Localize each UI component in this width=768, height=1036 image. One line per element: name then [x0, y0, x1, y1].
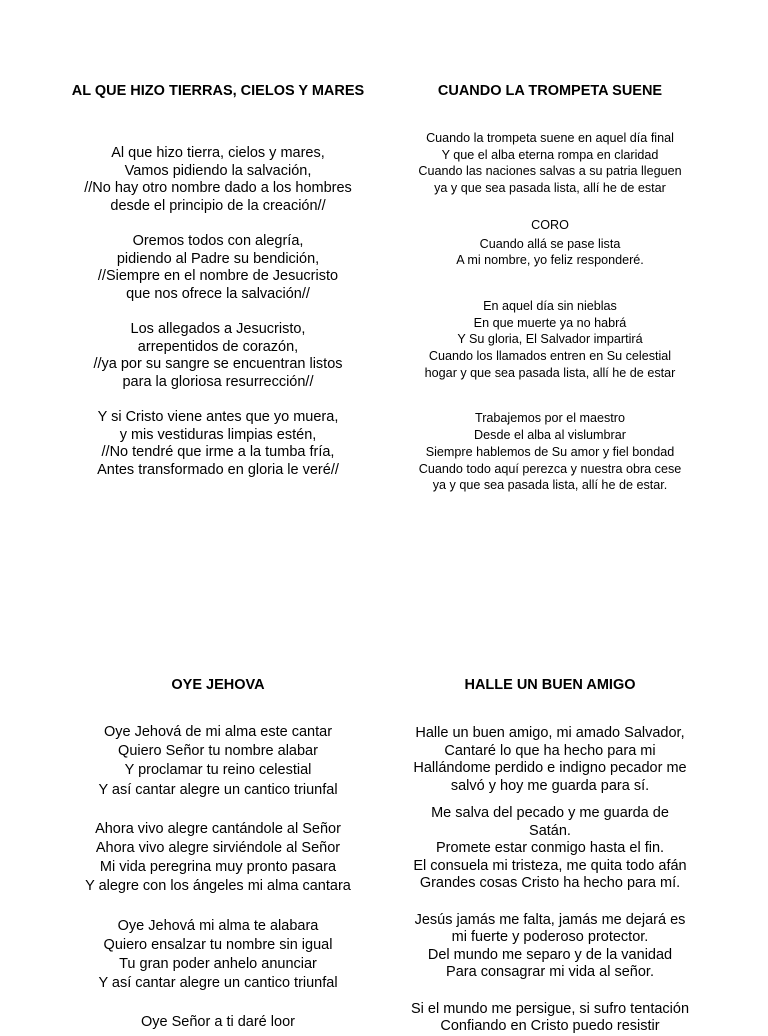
lyric-line: El consuela mi tristeza, me quita todo afán	[413, 857, 687, 874]
stanza-1	[70, 145, 366, 215]
lyric-line: En que muerte ya no habrá	[473, 315, 627, 330]
lyric-line: hogar y que sea pasada lista, allí he de estar	[424, 365, 676, 380]
lyric-line: Ahora vivo alegre cantándole al Señor	[95, 820, 341, 837]
lyric-line: Antes transformado en gloria le veré//	[97, 461, 339, 478]
lyric-line: y mis vestiduras limpias estén,	[119, 426, 317, 443]
lyric-line: Hallándome perdido e indigno pecador me	[413, 760, 687, 776]
lyric-line: Cuando la trompeta suene en aquel día final	[426, 131, 674, 145]
lyric-line: desde el principio de la creación//	[110, 197, 326, 214]
lyric-line: que nos ofrece la salvación//	[126, 285, 310, 302]
lyric-line: //No tendré que irme a la tumba fría,	[101, 444, 335, 460]
stanza-2	[398, 298, 702, 382]
lyric-line: Vamos pidiendo la salvación,	[124, 162, 312, 179]
stanza-3	[70, 321, 366, 391]
lyric-line: ya y que sea pasada lista, allí he de estar	[434, 181, 666, 196]
lyric-line: Jesús jamás me falta, jamás me dejará es	[414, 911, 686, 928]
lyric-line: Y proclamar tu reino celestial	[124, 762, 312, 779]
lyric-line: Trabajemos por el maestro	[474, 411, 626, 426]
lyric-line: Confiando en Cristo puedo resistir	[440, 1018, 660, 1034]
lyric-line: Satán.	[529, 822, 571, 839]
lyric-line: Y que el alba eterna rompa en claridad	[441, 147, 659, 162]
lyric-line: Los allegados a Jesucristo,	[130, 321, 306, 337]
lyric-line: salvó y hoy me guarda para sí.	[450, 777, 650, 794]
stanza-1	[70, 723, 366, 800]
song-title: HALLE UN BUEN AMIGO	[464, 677, 636, 693]
lyric-line: Para consagrar mi vida al señor.	[446, 964, 654, 980]
song-halle-un-buen-amigo	[398, 676, 702, 1036]
lyric-line: Oye Jehová de mi alma este cantar	[103, 724, 333, 740]
lyric-line: Ahora vivo alegre sirviéndole al Señor	[95, 840, 341, 857]
lyric-line: Cuando las naciones salvas a su patria lleguen	[418, 164, 682, 179]
stanza-2	[70, 233, 366, 303]
lyric-line: mi fuerte y poderoso protector.	[451, 929, 649, 945]
lyric-line: Me salva del pecado y me guarda de	[431, 805, 669, 821]
song-title: OYE JEHOVA	[171, 677, 265, 693]
lyric-line: Quiero ensalzar tu nombre sin igual	[103, 936, 333, 953]
chorus	[398, 236, 702, 269]
lyric-line: Cuando los llamados entren en Su celestial	[428, 349, 672, 364]
lyric-line: Quiero Señor tu nombre alabar	[118, 743, 318, 760]
lyric-line: Oye Señor a ti daré loor	[141, 1014, 295, 1031]
lyric-line: Cuando allá se pase lista	[479, 236, 621, 251]
lyric-line: Y así cantar alegre un cantico triunfal	[98, 975, 338, 992]
lyric-line: Y alegre con los ángeles mi alma cantara	[85, 878, 351, 895]
stanza-4	[70, 1013, 366, 1032]
stanza-4	[398, 1001, 702, 1036]
song-cuando-la-trompeta-suene	[398, 82, 702, 494]
song-title: CUANDO LA TROMPETA SUENE	[437, 83, 663, 99]
lyric-line: En aquel día sin nieblas	[483, 298, 617, 313]
stanza-1	[398, 725, 702, 795]
stanza-1	[398, 130, 702, 197]
lyric-line: Y si Cristo viene antes que yo muera,	[97, 409, 339, 425]
stanza-3	[398, 912, 702, 982]
lyric-line: Cantaré lo que ha hecho para mi	[444, 742, 656, 759]
lyric-line: Y así cantar alegre un cantico triunfal	[98, 781, 338, 798]
lyric-line: Halle un buen amigo, mi amado Salvador,	[415, 725, 685, 741]
lyric-line: Y Su gloria, El Salvador impartirá	[457, 332, 643, 347]
lyric-line: Promete estar conmigo hasta el fin.	[435, 840, 665, 856]
lyric-line: ya y que sea pasada lista, allí he de estar.	[432, 478, 668, 493]
stanza-3	[398, 410, 702, 494]
song-al-que-hizo-tierras	[70, 82, 366, 479]
song-oye-jehova	[70, 676, 366, 1033]
lyric-line: Siempre hablemos de Su amor y fiel bondad	[425, 444, 675, 459]
lyric-line: arrepentidos de corazón,	[137, 338, 299, 355]
lyric-line: //No hay otro nombre dado a los hombres	[84, 180, 352, 196]
lyric-line: Oremos todos con alegría,	[132, 233, 304, 249]
lyric-line: pidiendo al Padre su bendición,	[116, 250, 320, 267]
stanza-2	[398, 805, 702, 893]
song-title: AL QUE HIZO TIERRAS, CIELOS Y MARES	[71, 83, 365, 99]
lyric-line: Desde el alba al vislumbrar	[474, 428, 626, 443]
lyric-line: Mi vida peregrina muy pronto pasara	[99, 859, 337, 876]
chorus-label: CORO	[531, 217, 569, 232]
stanza-2	[70, 820, 366, 897]
lyric-line: Tu gran poder anhelo anunciar	[119, 956, 317, 973]
lyric-line: Si el mundo me persigue, si sufro tentación	[410, 1000, 690, 1017]
stanza-3	[70, 917, 366, 994]
lyric-line: Al que hizo tierra, cielos y mares,	[111, 145, 325, 161]
lyric-line: Cuando todo aquí perezca y nuestra obra cese	[418, 461, 682, 476]
lyric-line: para la gloriosa resurrección//	[122, 373, 314, 390]
lyric-line: Grandes cosas Cristo ha hecho para mí.	[419, 875, 681, 891]
lyric-line: Del mundo me separo y de la vanidad	[427, 946, 673, 963]
lyric-line: Oye Jehová mi alma te alabara	[117, 917, 319, 934]
lyric-line: //Siempre en el nombre de Jesucristo	[97, 268, 339, 284]
stanza-4	[70, 409, 366, 479]
lyric-line: //ya por su sangre se encuentran listos	[93, 356, 343, 372]
lyric-line: A mi nombre, yo feliz responderé.	[456, 253, 644, 268]
